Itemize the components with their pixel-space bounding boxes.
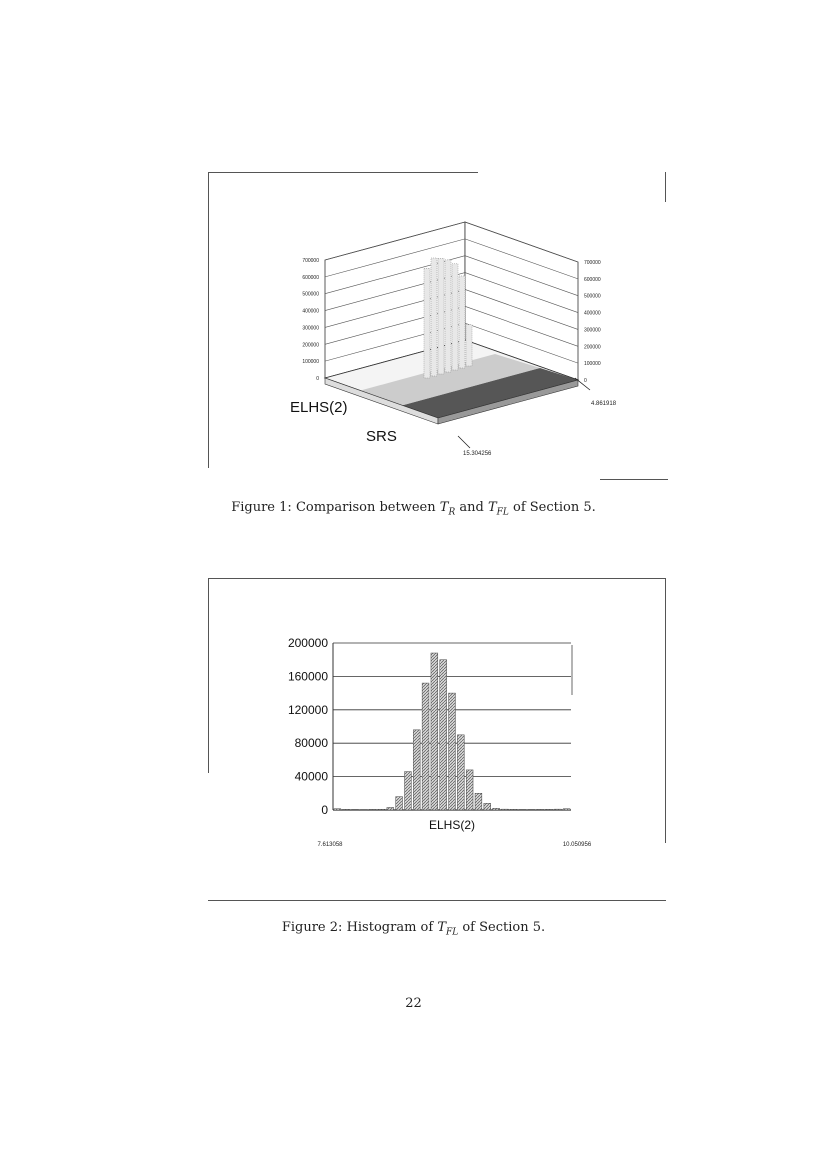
y-tick-label: 200000 xyxy=(287,636,328,650)
left-axis-tick-label: 200000 xyxy=(302,342,319,349)
histogram-bar xyxy=(431,653,438,810)
histogram-bar xyxy=(493,808,500,810)
x-min-label: 7.613058 xyxy=(317,842,343,848)
figure-2-caption: Figure 2: Histogram of $T_{FL}$ of Section 5. xyxy=(281,920,546,938)
x-range-label-right: 4.861918 xyxy=(591,401,617,407)
histogram-bar xyxy=(501,809,508,810)
histogram-bar xyxy=(422,683,429,810)
histogram-bar xyxy=(378,809,385,810)
histogram-bar xyxy=(563,809,570,810)
histogram-bar xyxy=(554,809,561,810)
histogram-bar xyxy=(413,730,420,810)
histogram-bar xyxy=(528,809,535,810)
right-axis-tick-label: 600000 xyxy=(584,276,601,283)
right-axis-tick-label: 100000 xyxy=(584,361,601,368)
histogram-bar xyxy=(519,809,526,810)
histogram-bar xyxy=(334,809,341,810)
histogram-bar xyxy=(396,797,403,810)
y-tick-label: 40000 xyxy=(294,769,328,784)
histogram-bar xyxy=(440,660,447,810)
y-tick-label: 80000 xyxy=(294,736,328,751)
histogram-bar xyxy=(484,803,491,810)
right-axis-tick-label: 700000 xyxy=(584,260,601,266)
x-range-label-front: 15.304256 xyxy=(463,451,492,457)
left-axis-tick-label: 100000 xyxy=(302,359,319,366)
left-axis-tick-label: 600000 xyxy=(302,274,319,281)
y-tick-label: 0 xyxy=(321,803,328,817)
left-axis-tick-label: 0 xyxy=(316,376,319,382)
caption-prefix: Figure 1: xyxy=(231,500,292,515)
histogram-bar xyxy=(387,807,394,810)
histogram-bar xyxy=(457,735,464,810)
left-axis-tick-label: 700000 xyxy=(302,258,319,264)
y-tick-label: 120000 xyxy=(287,702,328,717)
histogram-bar xyxy=(449,693,456,810)
right-axis-tick-label: 400000 xyxy=(584,310,601,317)
series-label-srs: SRS xyxy=(366,428,397,445)
right-axis-tick-label: 200000 xyxy=(584,344,601,351)
histogram-bar xyxy=(475,793,482,810)
right-axis-tick-label: 500000 xyxy=(584,293,601,300)
histogram-bar xyxy=(343,809,350,810)
right-axis-tick-label: 0 xyxy=(584,378,587,384)
histogram-bar xyxy=(537,809,544,810)
histogram-bar xyxy=(466,770,473,810)
series-label-elhs: ELHS(2) xyxy=(290,399,348,416)
figure-1-caption: Figure 1: Comparison between $T_R$ and $T_{FL}$ of Section 5. xyxy=(231,500,596,518)
histogram-bar xyxy=(369,809,376,810)
left-axis-tick-label: 400000 xyxy=(302,308,319,315)
x-axis-label: ELHS(2) xyxy=(428,818,476,832)
x-max-label: 10.050956 xyxy=(562,842,592,848)
y-tick-label: 160000 xyxy=(287,669,328,684)
left-axis-tick-label: 300000 xyxy=(302,325,319,332)
page-number: 22 xyxy=(405,996,422,1011)
histogram-bar xyxy=(352,809,359,810)
right-axis-tick-label: 300000 xyxy=(584,327,601,334)
histogram-bar xyxy=(405,772,412,810)
histogram-bar xyxy=(546,809,553,810)
left-axis-tick-label: 500000 xyxy=(302,291,319,298)
caption-prefix: Figure 2: xyxy=(281,920,343,935)
histogram-bar xyxy=(510,809,517,810)
